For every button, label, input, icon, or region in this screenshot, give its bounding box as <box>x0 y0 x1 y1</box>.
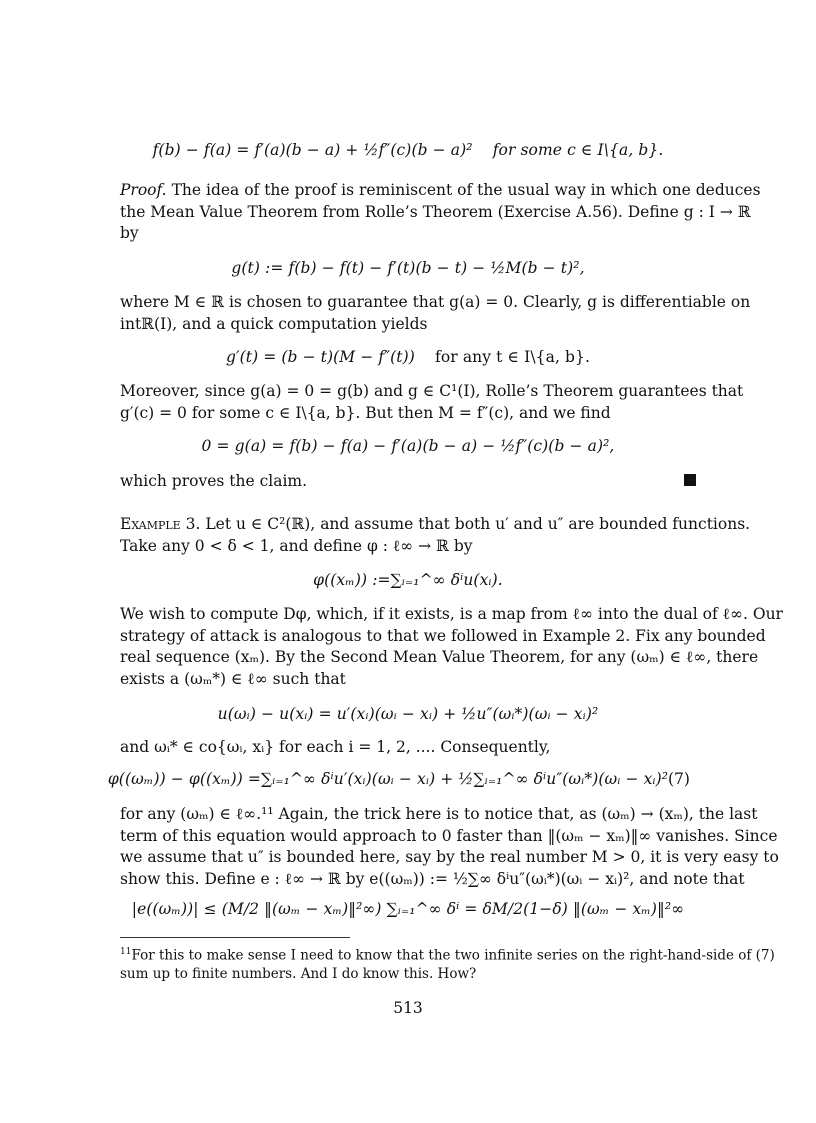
example-paragraph-4: for any (ωₘ) ∈ ℓ∞.¹¹ Again, the trick here is to notice that, as (ωₘ) → (xₘ), the last term of this equation would approach to 0 faster than ‖(ωₘ − xₘ)‖∞ vanishes. Since we assume that u″ is bounded here, say by the real number M > 0, it is very easy to show this. Define e : ℓ∞ → ℝ by e((ωₘ)) := ½∑∞ δⁱu″(ωᵢ*)(ωᵢ − xᵢ)², and note that <box>120 805 779 888</box>
page-number: 513 <box>393 999 423 1017</box>
proof-paragraph-2: where M ∈ ℝ is chosen to guarantee that g(a) = 0. Clearly, g is differentiable on intℝ(I), and a quick computation yields <box>120 293 751 333</box>
footnote-11: $^{11}$For this to make sense I need to know that the two infinite series on the right-hand-side of (7) sum up to finite numbers. And I do know this. How? <box>120 947 775 982</box>
example-paragraph: Example 3. Let u ∈ C²(ℝ), and assume that both u′ and u″ are bounded functions. Take any 0 < δ < 1, and define φ : ℓ∞ → ℝ by <box>120 515 751 555</box>
equation-g-derivative: g′(t) = (b − t)(M − f″(t)) for any t ∈ I\{a, b}. <box>225 348 591 366</box>
equation-tag-7: (7) <box>668 770 690 788</box>
footnote-rule <box>120 937 350 938</box>
equation-u-expansion: u(ωᵢ) − u(xᵢ) = u′(xᵢ)(ωᵢ − xᵢ) + ½u″(ωᵢ*)(ωᵢ − xᵢ)² <box>217 705 599 723</box>
proof-paragraph: Proof. The idea of the proof is reminiscent of the usual way in which one deduces the Mean Value Theorem from Rolle’s Theorem (Exercise A.56). Define g : I → ℝ by <box>120 181 761 242</box>
equation-7: φ((ωₘ)) − φ((xₘ)) =∑ᵢ₌₁^∞ δⁱu′(xᵢ)(ωᵢ − xᵢ) + ½∑ᵢ₌₁^∞ δⁱu″(ωᵢ*)(ωᵢ − xᵢ)² <box>107 770 669 788</box>
equation-g-definition: g(t) := f(b) − f(t) − f′(t)(b − t) − ½M(b − t)², <box>231 259 585 277</box>
equation-phi-definition: φ((xₘ)) :=∑ᵢ₌₁^∞ δⁱu(xᵢ). <box>313 571 503 589</box>
example-paragraph-2: We wish to compute Dφ, which, if it exists, is a map from ℓ∞ into the dual of ℓ∞. Our strategy of attack is analogous to that we followed in Example 2. Fix any bounded real sequence (xₘ). By the Second Mean Value Theorem, for any (ωₘ) ∈ ℓ∞, there exists a (ωₘ*) ∈ ℓ∞ such that <box>120 605 783 688</box>
equation-second-mean-value: f(b) − f(a) = f′(a)(b − a) + ½f″(c)(b − a)² for some c ∈ I\{a, b}. <box>152 141 664 159</box>
example-paragraph-3: and ωᵢ* ∈ co{ωᵢ, xᵢ} for each i = 1, 2, .... Consequently, <box>120 738 551 756</box>
proof-closing: which proves the claim. <box>120 472 308 490</box>
proof-paragraph-3: Moreover, since g(a) = 0 = g(b) and g ∈ C¹(I), Rolle’s Theorem guarantees that g′(c) = 0 for some c ∈ I\{a, b}. But then M = f″(c), and we find <box>120 382 744 422</box>
qed-symbol <box>684 474 696 486</box>
equation-e-bound: |e((ωₘ))| ≤ (M/2 ‖(ωₘ − xₘ)‖²∞) ∑ᵢ₌₁^∞ δⁱ = δM/2(1−δ) ‖(ωₘ − xₘ)‖²∞ <box>131 900 685 918</box>
equation-rolle-result: 0 = g(a) = f(b) − f(a) − f′(a)(b − a) − ½f″(c)(b − a)², <box>201 437 615 455</box>
